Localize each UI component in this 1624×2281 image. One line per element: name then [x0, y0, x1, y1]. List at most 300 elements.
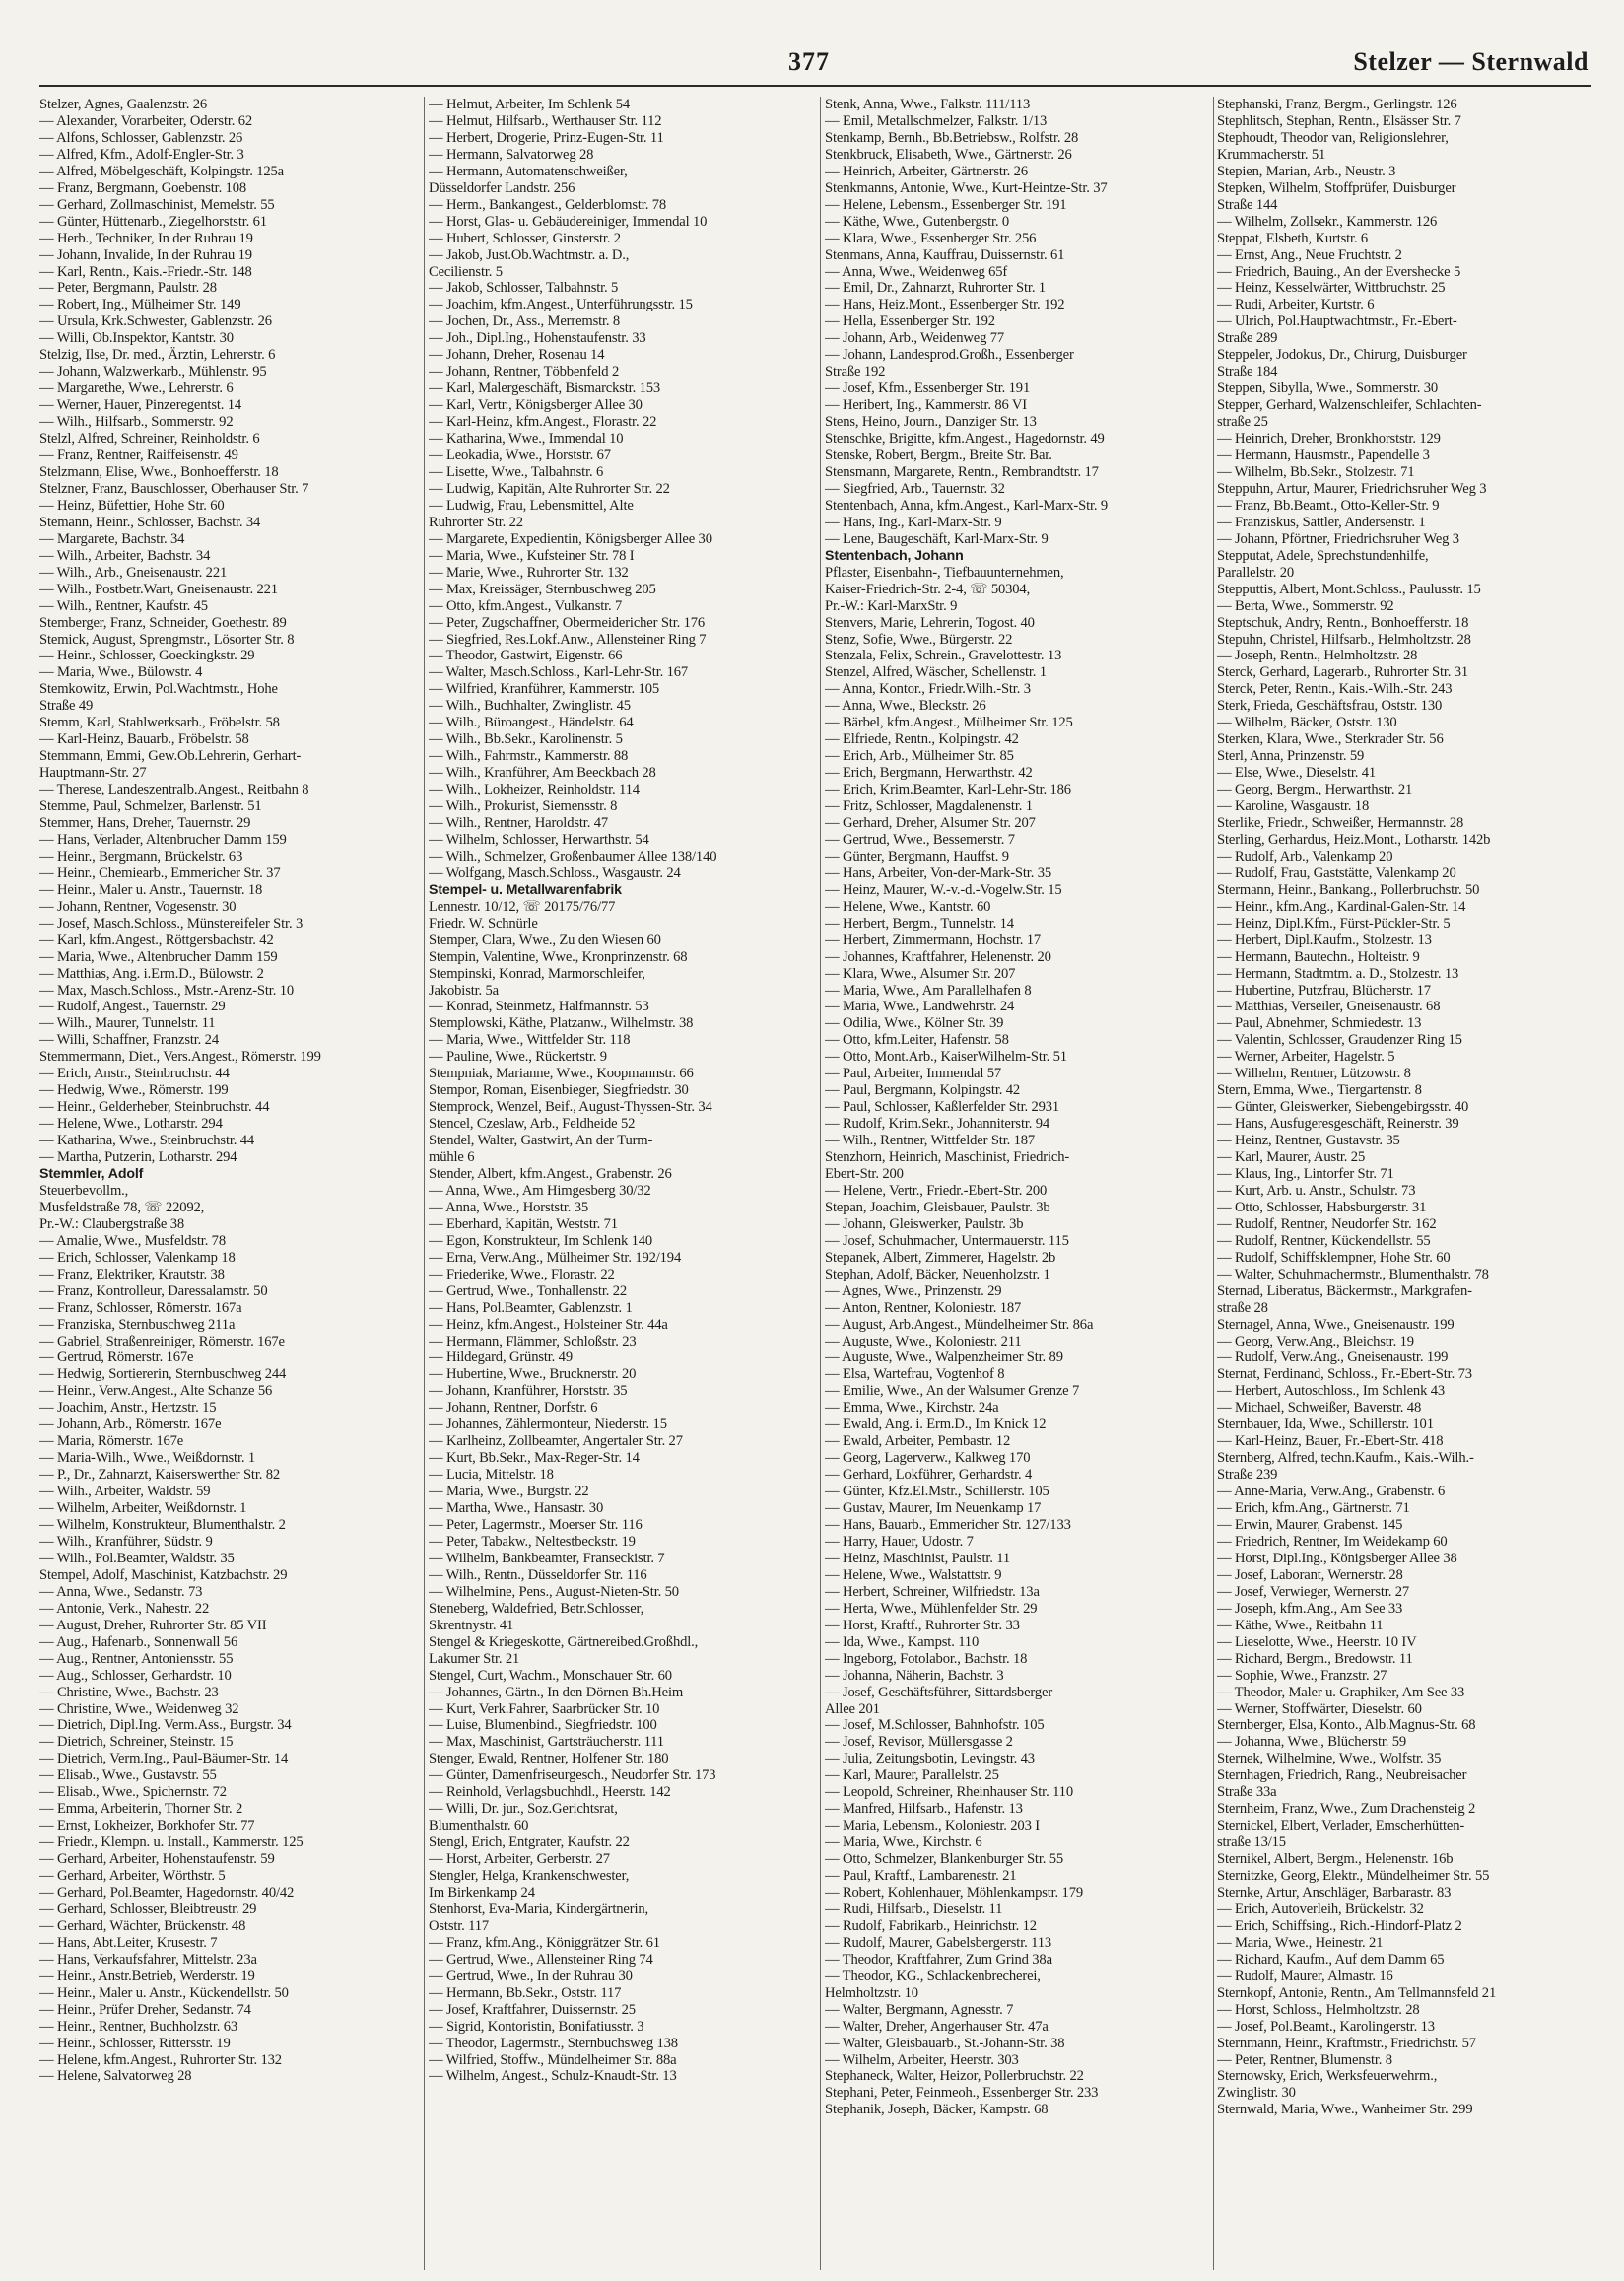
directory-entry: — Josef, Pol.Beamt., Karolingerstr. 13 [1217, 2018, 1435, 2035]
directory-entry: — Martha, Wwe., Hansastr. 30 [429, 1500, 604, 1517]
directory-entry: Stenkbruck, Elisabeth, Wwe., Gärtnerstr. 26 [825, 146, 1072, 163]
directory-entry: — Kurt, Verk.Fahrer, Saarbrücker Str. 10 [429, 1700, 660, 1717]
directory-entry: — Johann, Landesprod.Großh., Essenberger [825, 347, 1074, 364]
directory-entry: — Wilh., Rentn., Düsseldorfer Str. 116 [429, 1566, 647, 1583]
page-number: 377 [788, 47, 830, 76]
directory-entry: — Erich, Schiffsing., Rich.-Hindorf-Platz 2 [1217, 1917, 1462, 1934]
directory-entry: — Ewald, Arbeiter, Pembastr. 12 [825, 1433, 1011, 1450]
directory-entry: Stenvers, Marie, Lehrerin, Togost. 40 [825, 614, 1035, 631]
running-head: Stelzer — Sternwald [1353, 47, 1589, 76]
directory-entry: Steppen, Sibylla, Wwe., Sommerstr. 30 [1217, 380, 1439, 397]
directory-entry: Stelzig, Ilse, Dr. med., Ärztin, Lehrerstr. 6 [39, 347, 276, 364]
directory-entry: — Ulrich, Pol.Hauptwachtmstr., Fr.-Ebert- [1217, 313, 1457, 330]
directory-column-3 [825, 97, 1199, 2265]
directory-column-1 [39, 97, 414, 2265]
directory-entry: — Hermann, Flämmer, Schloßstr. 23 [429, 1333, 637, 1349]
directory-entry: Im Birkenkamp 24 [429, 1884, 535, 1901]
directory-entry: — Joh., Dipl.Ing., Hohenstaufenstr. 33 [429, 330, 646, 347]
directory-entry: — Franz, Rentner, Raiffeisenstr. 49 [39, 448, 238, 464]
directory-entry: — Gerhard, Pol.Beamter, Hagedornstr. 40/42 [39, 1884, 295, 1901]
directory-entry: — Paul, Schlosser, Kaßlerfelder Str. 2931 [825, 1099, 1060, 1116]
directory-entry: Sterck, Gerhard, Lagerarb., Ruhrorter Str. 31 [1217, 664, 1469, 681]
directory-entry: — Rudolf, Maurer, Almastr. 16 [1217, 1968, 1393, 1984]
directory-entry: — Walter, Dreher, Angerhauser Str. 47a [825, 2018, 1049, 2035]
directory-entry: Sternitzke, Georg, Elektr., Mündelheimer Str. 55 [1217, 1868, 1490, 1885]
directory-entry: — Aug., Rentner, Antoniensstr. 55 [39, 1650, 234, 1667]
directory-entry: — Helene, Salvatorweg 28 [39, 2068, 192, 2085]
directory-entry: — Eberhard, Kapitän, Weststr. 71 [429, 1215, 618, 1232]
directory-entry: — Hermann, Automatenschweißer, [429, 163, 628, 179]
directory-entry: Sternowsky, Erich, Werksfeuerwehrm., [1217, 2068, 1438, 2085]
directory-entry: Jakobistr. 5a [429, 982, 500, 999]
directory-entry: — Helmut, Hilfsarb., Werthauser Str. 112 [429, 112, 662, 129]
directory-entry: — Friedrich, Bauing., An der Evershecke 5 [1217, 263, 1461, 280]
directory-entry: — Rudolf, Rentner, Neudorfer Str. 162 [1217, 1215, 1437, 1232]
directory-entry: — Otto, kfm.Leiter, Hafenstr. 58 [825, 1032, 1009, 1049]
directory-entry: — Gertrud, Römerstr. 167e [39, 1349, 194, 1366]
directory-entry: Sternberg, Alfred, techn.Kaufm., Kais.-Wilh.- [1217, 1450, 1474, 1467]
directory-entry: Stempniak, Marianne, Wwe., Koopmannstr. 66 [429, 1066, 694, 1082]
directory-entry: — Maria, Wwe., Kirchstr. 6 [825, 1834, 982, 1851]
directory-entry: — Helene, Vertr., Friedr.-Ebert-Str. 200 [825, 1182, 1048, 1199]
directory-entry: — Rudolf, Angest., Tauernstr. 29 [39, 999, 226, 1015]
directory-entry: — Franz, Schlosser, Römerstr. 167a [39, 1299, 242, 1316]
directory-entry: — Hans, Ausfugeresgeschäft, Reinerstr. 39 [1217, 1116, 1459, 1133]
directory-entry: — Paul, Abnehmer, Schmiedestr. 13 [1217, 1015, 1422, 1032]
directory-entry: — Ursula, Krk.Schwester, Gablenzstr. 26 [39, 313, 272, 330]
directory-entry: — August, Arb.Angest., Mündelheimer Str. 86a [825, 1316, 1094, 1333]
directory-entry: — Heinz, Kesselwärter, Wittbruchstr. 25 [1217, 280, 1446, 297]
directory-entry: — Käthe, Wwe., Gutenbergstr. 0 [825, 213, 1010, 230]
directory-entry: — Erich, Arb., Mülheimer Str. 85 [825, 748, 1014, 765]
directory-entry: — Anna, Kontor., Friedr.Wilh.-Str. 3 [825, 681, 1031, 698]
directory-entry: — Berta, Wwe., Sommerstr. 92 [1217, 597, 1394, 614]
directory-entry: — Karl, Rentn., Kais.-Friedr.-Str. 148 [39, 263, 252, 280]
directory-entry: Sternkopf, Antonie, Rentn., Am Tellmannsfeld 21 [1217, 1984, 1497, 2001]
directory-entry: — Wilhelm, Bankbeamter, Franseckistr. 7 [429, 1550, 665, 1566]
directory-entry: Stenhorst, Eva-Maria, Kindergärtnerin, [429, 1901, 649, 1917]
directory-entry: — Hildegard, Grünstr. 49 [429, 1349, 573, 1366]
directory-entry: Stemick, August, Sprengmstr., Lösorter Str. 8 [39, 631, 295, 648]
directory-entry: — Paul, Arbeiter, Immendal 57 [825, 1066, 1002, 1082]
directory-entry: — Hans, Ing., Karl-Marx-Str. 9 [825, 514, 1002, 530]
directory-entry: Allee 201 [825, 1700, 880, 1717]
directory-entry: — Josef, Kfm., Essenberger Str. 191 [825, 380, 1031, 397]
directory-entry: — Maria, Wwe., Wittfelder Str. 118 [429, 1032, 631, 1049]
directory-entry: Hauptmann-Str. 27 [39, 765, 147, 782]
directory-entry: Sterl, Anna, Prinzenstr. 59 [1217, 748, 1365, 765]
directory-entry: Skrentnystr. 41 [429, 1617, 514, 1633]
directory-entry: Ruhrorter Str. 22 [429, 514, 523, 530]
directory-entry: — Konrad, Steinmetz, Halfmannstr. 53 [429, 999, 649, 1015]
directory-entry: — Joachim, Anstr., Hertzstr. 15 [39, 1400, 217, 1417]
directory-entry: — Christine, Wwe., Bachstr. 23 [39, 1684, 219, 1700]
directory-entry: — Werner, Arbeiter, Hagelstr. 5 [1217, 1049, 1395, 1066]
directory-entry: — Jochen, Dr., Ass., Merremstr. 8 [429, 313, 621, 330]
directory-entry: — Sophie, Wwe., Franzstr. 27 [1217, 1667, 1387, 1684]
directory-column-4 [1217, 97, 1591, 2265]
directory-entry: Stemberger, Franz, Schneider, Goethestr. 89 [39, 614, 287, 631]
directory-entry: — Erwin, Maurer, Grabenst. 145 [1217, 1517, 1403, 1534]
directory-entry: — Rudolf, Rentner, Kückendellstr. 55 [1217, 1232, 1431, 1249]
directory-entry: — Gustav, Maurer, Im Neuenkamp 17 [825, 1500, 1042, 1517]
directory-entry: Lennestr. 10/12, ☏ 20175/76/77 [429, 898, 616, 915]
directory-entry: Stempel, Adolf, Maschinist, Katzbachstr. 29 [39, 1566, 288, 1583]
directory-entry: Cecilienstr. 5 [429, 263, 503, 280]
directory-entry: — Anne-Maria, Verw.Ang., Grabenstr. 6 [1217, 1484, 1446, 1500]
directory-entry: — Sigrid, Kontoristin, Bonifatiusstr. 3 [429, 2018, 644, 2035]
directory-entry: Zwinglistr. 30 [1217, 2085, 1296, 2102]
directory-entry: — Horst, Glas- u. Gebäudereiniger, Immendal 10 [429, 213, 708, 230]
directory-entry: — Walter, Masch.Schloss., Karl-Lehr-Str. 167 [429, 664, 689, 681]
directory-entry: Stempel- u. Metallwarenfabrik [429, 881, 622, 898]
directory-entry: — Georg, Lagerverw., Kalkweg 170 [825, 1450, 1031, 1467]
directory-entry: Oststr. 117 [429, 1917, 490, 1934]
directory-entry: Stendel, Walter, Gastwirt, An der Turm- [429, 1133, 653, 1149]
directory-entry: Stepper, Gerhard, Walzenschleifer, Schlachten- [1217, 397, 1482, 414]
directory-entry: — Johann, Arb., Weidenweg 77 [825, 330, 1005, 347]
directory-entry: Stens, Heino, Journ., Danziger Str. 13 [825, 414, 1037, 431]
directory-entry: — Karl-Heinz, kfm.Angest., Florastr. 22 [429, 414, 657, 431]
directory-entry: — Franz, Bb.Beamt., Otto-Keller-Str. 9 [1217, 497, 1440, 514]
directory-entry: — Antonie, Verk., Nahestr. 22 [39, 1600, 210, 1617]
directory-entry: — Joachim, kfm.Angest., Unterführungsstr. 15 [429, 297, 693, 313]
directory-entry: — Herm., Bankangest., Gelderblomstr. 78 [429, 196, 666, 213]
directory-entry: — Emil, Metallschmelzer, Falkstr. 1/13 [825, 112, 1048, 129]
directory-entry: Sterk, Frieda, Geschäftsfrau, Oststr. 130 [1217, 698, 1443, 715]
directory-entry: — Johann, Rentner, Többenfeld 2 [429, 364, 620, 380]
directory-entry: — Franz, Kontrolleur, Daressalamstr. 50 [39, 1282, 268, 1299]
directory-entry: — Lisette, Wwe., Talbahnstr. 6 [429, 463, 604, 480]
directory-entry: — Emil, Dr., Zahnarzt, Ruhrorter Str. 1 [825, 280, 1046, 297]
directory-entry: — Anna, Wwe., Weidenweg 65f [825, 263, 1008, 280]
directory-entry: — Agnes, Wwe., Prinzenstr. 29 [825, 1282, 1002, 1299]
directory-entry: — Wilh., Prokurist, Siemensstr. 8 [429, 798, 618, 815]
directory-entry: — Maria, Wwe., Heinestr. 21 [1217, 1934, 1384, 1951]
directory-entry: — Wilh., Rentner, Kaufstr. 45 [39, 597, 208, 614]
directory-entry: — Hans, Pol.Beamter, Gablenzstr. 1 [429, 1299, 633, 1316]
directory-entry: Stencel, Czeslaw, Arb., Feldheide 52 [429, 1116, 636, 1133]
directory-entry: — Heinr., Prüfer Dreher, Sedanstr. 74 [39, 2001, 251, 2018]
directory-entry: — Herbert, Zimmermann, Hochstr. 17 [825, 932, 1042, 948]
directory-entry: Stephani, Peter, Feinmeoh., Essenberger Str. 233 [825, 2085, 1099, 2102]
directory-entry: — Franziska, Sternbuschweg 211a [39, 1316, 236, 1333]
directory-entry: Blumenthalstr. 60 [429, 1818, 529, 1834]
directory-entry: — Gerhard, Arbeiter, Wörthstr. 5 [39, 1868, 226, 1885]
directory-entry: — Gertrud, Wwe., Bessemerstr. 7 [825, 831, 1015, 848]
directory-entry: — Rudi, Arbeiter, Kurtstr. 6 [1217, 297, 1375, 313]
directory-entry: — Rudi, Hilfsarb., Dieselstr. 11 [825, 1901, 1003, 1917]
directory-entry: — Theodor, Kraftfahrer, Zum Grind 38a [825, 1951, 1052, 1968]
directory-entry: — Erich, Krim.Beamter, Karl-Lehr-Str. 186 [825, 782, 1071, 798]
directory-entry: Straße 33a [1217, 1784, 1277, 1801]
directory-entry: — Elsa, Wartefrau, Vogtenhof 8 [825, 1366, 1005, 1383]
directory-entry: — Gabriel, Straßenreiniger, Römerstr. 167e [39, 1333, 285, 1349]
directory-entry: — Ludwig, Frau, Lebensmittel, Alte [429, 497, 634, 514]
directory-entry: — Johanna, Wwe., Blücherstr. 59 [1217, 1734, 1407, 1751]
directory-entry: Sternad, Liberatus, Bäckermstr., Markgrafen- [1217, 1282, 1472, 1299]
directory-entry: — Wilhelm, Arbeiter, Weißdornstr. 1 [39, 1500, 247, 1517]
directory-entry: — Wilhelm, Konstrukteur, Blumenthalstr. 2 [39, 1517, 286, 1534]
directory-entry: — Wilfried, Kranführer, Kammerstr. 105 [429, 681, 659, 698]
directory-entry: — Erich, Autoverleih, Brückelstr. 32 [1217, 1901, 1424, 1917]
directory-entry: Sternheim, Franz, Wwe., Zum Drachensteig 2 [1217, 1801, 1476, 1818]
directory-entry: — Wilhelm, Rentner, Lützowstr. 8 [1217, 1066, 1411, 1082]
directory-entry: Stephanski, Franz, Bergm., Gerlingstr. 126 [1217, 97, 1457, 112]
directory-entry: — Josef, Geschäftsführer, Sittardsberger [825, 1684, 1053, 1700]
directory-entry: Krummacherstr. 51 [1217, 146, 1326, 163]
directory-entry: — Otto, Schlosser, Habsburgerstr. 31 [1217, 1199, 1427, 1215]
directory-entry: — Heinr., Schlosser, Rittersstr. 19 [39, 2035, 231, 2051]
directory-entry: — Heinz, Büfettier, Hohe Str. 60 [39, 497, 225, 514]
directory-entry: — Karl-Heinz, Bauarb., Fröbelstr. 58 [39, 731, 249, 748]
directory-entry: — Paul, Kraftf., Lambarenestr. 21 [825, 1868, 1017, 1885]
directory-entry: Stemmermann, Diet., Vers.Angest., Römerstr. 199 [39, 1049, 321, 1066]
directory-entry: Straße 289 [1217, 330, 1278, 347]
directory-entry: — Horst, Arbeiter, Gerberstr. 27 [429, 1851, 610, 1868]
directory-entry: — Manfred, Hilfsarb., Hafenstr. 13 [825, 1801, 1023, 1818]
directory-entry: — Katharina, Wwe., Immendal 10 [429, 431, 624, 448]
directory-entry: — Hermann, Hausmstr., Papendelle 3 [1217, 448, 1430, 464]
directory-entry: Stepuhn, Christel, Hilfsarb., Helmholtzstr. 28 [1217, 631, 1471, 648]
directory-entry: — Hans, Heiz.Mont., Essenberger Str. 192 [825, 297, 1065, 313]
directory-entry: — Dietrich, Verm.Ing., Paul-Bäumer-Str. 14 [39, 1751, 289, 1767]
directory-entry: — Gerhard, Arbeiter, Hohenstaufenstr. 59 [39, 1851, 275, 1868]
directory-entry: — Franz, Elektriker, Krautstr. 38 [39, 1266, 225, 1282]
directory-entry: — Julia, Zeitungsbotin, Levingstr. 43 [825, 1751, 1035, 1767]
directory-entry: — Herbert, Bergm., Tunnelstr. 14 [825, 915, 1014, 932]
directory-entry: Stentenbach, Johann [825, 547, 964, 564]
directory-entry: — Otto, Schmelzer, Blankenburger Str. 55 [825, 1851, 1064, 1868]
directory-entry: — Elisab., Wwe., Gustavstr. 55 [39, 1767, 217, 1784]
directory-entry: — Maria, Wwe., Am Parallelhafen 8 [825, 982, 1032, 999]
directory-entry: — Friederike, Wwe., Florastr. 22 [429, 1266, 615, 1282]
directory-entry: — Harry, Hauer, Udostr. 7 [825, 1533, 974, 1550]
directory-entry: — Kurt, Bb.Sekr., Max-Reger-Str. 14 [429, 1450, 640, 1467]
directory-entry: Stephaneck, Walter, Heizor, Pollerbruchstr. 22 [825, 2068, 1084, 2085]
directory-entry: — Bärbel, kfm.Angest., Mülheimer Str. 125 [825, 715, 1073, 731]
directory-entry: — Richard, Kaufm., Auf dem Damm 65 [1217, 1951, 1445, 1968]
directory-entry: — Maria, Wwe., Landwehrstr. 24 [825, 999, 1015, 1015]
directory-entry: — Karlheinz, Zollbeamter, Angertaler Str. 27 [429, 1433, 683, 1450]
directory-entry: — Helene, kfm.Angest., Ruhrorter Str. 132 [39, 2051, 282, 2068]
directory-entry: — Rudolf, Frau, Gaststätte, Valenkamp 20 [1217, 864, 1456, 881]
directory-entry: — Günter, Gleiswerker, Siebengebirgsstr. 40 [1217, 1099, 1469, 1116]
directory-column-2 [429, 97, 803, 2265]
page-header [0, 0, 1624, 89]
directory-entry: — Hermann, Bb.Sekr., Oststr. 117 [429, 1984, 622, 2001]
directory-entry: — Lieselotte, Wwe., Heerstr. 10 IV [1217, 1633, 1417, 1650]
directory-entry: — Aug., Hafenarb., Sonnenwall 56 [39, 1633, 238, 1650]
directory-entry: — Heinr., Anstr.Betrieb, Werderstr. 19 [39, 1968, 255, 1984]
directory-entry: — Wilh., Postbetr.Wart, Gneisenaustr. 221 [39, 581, 278, 597]
directory-entry: — Walter, Schuhmachermstr., Blumenthalstr. 78 [1217, 1266, 1489, 1282]
directory-entry: — Friedr., Klempn. u. Install., Kammerstr. 125 [39, 1834, 304, 1851]
directory-entry: — Peter, Rentner, Blumenstr. 8 [1217, 2051, 1392, 2068]
directory-entry: — Wilhelm, Zollsekr., Kammerstr. 126 [1217, 213, 1438, 230]
directory-entry: Stepan, Joachim, Gleisbauer, Paulstr. 3b [825, 1199, 1050, 1215]
directory-entry: — Margarete, Bachstr. 34 [39, 530, 185, 547]
directory-entry: — Johann, Invalide, In der Ruhrau 19 [39, 246, 252, 263]
directory-entry: — Richard, Bergm., Bredowstr. 11 [1217, 1650, 1413, 1667]
directory-entry: Stelzl, Alfred, Schreiner, Reinholdstr. 6 [39, 431, 260, 448]
directory-entry: — Hella, Essenberger Str. 192 [825, 313, 995, 330]
directory-entry: — Günter, Bergmann, Hauffst. 9 [825, 848, 1009, 864]
directory-entry: Stermann, Heinr., Bankang., Pollerbruchstr. 50 [1217, 881, 1480, 898]
directory-entry: — Alfred, Kfm., Adolf-Engler-Str. 3 [39, 146, 244, 163]
directory-entry: — Ewald, Ang. i. Erm.D., Im Knick 12 [825, 1417, 1047, 1433]
directory-entry: — Georg, Verw.Ang., Bleichstr. 19 [1217, 1333, 1414, 1349]
directory-entry: — Robert, Kohlenhauer, Möhlenkampstr. 179 [825, 1884, 1083, 1901]
directory-entry: — Max, Masch.Schloss., Mstr.-Arenz-Str. 10 [39, 982, 294, 999]
directory-entry: Stenmans, Anna, Kauffrau, Duissernstr. 61 [825, 246, 1065, 263]
directory-entry: — Hedwig, Sortiererin, Sternbuschweg 244 [39, 1366, 287, 1383]
directory-entry: — Heinz, Rentner, Gustavstr. 35 [1217, 1133, 1400, 1149]
directory-entry: — Dietrich, Dipl.Ing. Verm.Ass., Burgstr. 34 [39, 1717, 292, 1734]
directory-entry: — Willi, Schaffner, Franzstr. 24 [39, 1032, 219, 1049]
directory-entry: — Heinr., Gelderheber, Steinbruchstr. 44 [39, 1099, 270, 1116]
directory-entry: straße 25 [1217, 414, 1268, 431]
directory-entry: — Helene, Wwe., Lotharstr. 294 [39, 1116, 223, 1133]
directory-entry: Pr.-W.: Claubergstraße 38 [39, 1215, 185, 1232]
directory-entry: Musfeldstraße 78, ☏ 22092, [39, 1199, 205, 1215]
directory-entry: — Siegfried, Arb., Tauernstr. 32 [825, 480, 1005, 497]
directory-entry: — Heinz, Maschinist, Paulstr. 11 [825, 1550, 1011, 1566]
directory-entry: Straße 239 [1217, 1467, 1278, 1484]
directory-entry: Stenger, Ewald, Rentner, Holfener Str. 180 [429, 1751, 669, 1767]
directory-entry: — Hans, Verlader, Altenbrucher Damm 159 [39, 831, 287, 848]
directory-entry: — Helene, Wwe., Walstattstr. 9 [825, 1566, 1002, 1583]
directory-entry: — Johann, Pförtner, Friedrichsruher Weg 3 [1217, 530, 1459, 547]
directory-entry: — P., Dr., Zahnarzt, Kaiserswerther Str. 82 [39, 1467, 281, 1484]
directory-entry: Stenzala, Felix, Schrein., Gravelottestr. 13 [825, 648, 1062, 664]
directory-entry: — Ernst, Lokheizer, Borkhofer Str. 77 [39, 1818, 255, 1834]
directory-entry: Sternagel, Anna, Wwe., Gneisenaustr. 199 [1217, 1316, 1455, 1333]
directory-entry: — Heinr., Maler u. Anstr., Kückendellstr. 50 [39, 1984, 289, 2001]
directory-entry: — Auguste, Wwe., Koloniestr. 211 [825, 1333, 1022, 1349]
directory-entry: Steppuhn, Artur, Maurer, Friedrichsruher Weg 3 [1217, 480, 1487, 497]
directory-entry: — Max, Maschinist, Gartsträucherstr. 111 [429, 1734, 664, 1751]
directory-entry: — Christine, Wwe., Weidenweg 32 [39, 1700, 239, 1717]
directory-entry: — Johannes, Kraftfahrer, Helenenstr. 20 [825, 948, 1051, 965]
directory-entry: Stemm, Karl, Stahlwerksarb., Fröbelstr. 58 [39, 715, 280, 731]
directory-entry: mühle 6 [429, 1149, 475, 1166]
directory-entry: Stender, Albert, kfm.Angest., Grabenstr. 26 [429, 1166, 672, 1182]
directory-entry: — Theodor, Gastwirt, Eigenstr. 66 [429, 648, 623, 664]
directory-entry: Stelzmann, Elise, Wwe., Bonhoefferstr. 18 [39, 463, 279, 480]
directory-entry: Sterck, Peter, Rentn., Kais.-Wilh.-Str. 243 [1217, 681, 1453, 698]
directory-entry: — Horst, Dipl.Ing., Königsberger Allee 38 [1217, 1550, 1457, 1566]
directory-entry: — Elfriede, Rentn., Kolpingstr. 42 [825, 731, 1019, 748]
directory-entry: — Josef, Laborant, Wernerstr. 28 [1217, 1566, 1403, 1583]
directory-entry: — Maria, Römerstr. 167e [39, 1433, 184, 1450]
directory-entry: — Klaus, Ing., Lintorfer Str. 71 [1217, 1166, 1394, 1182]
directory-entry: — Willi, Ob.Inspektor, Kantstr. 30 [39, 330, 234, 347]
directory-entry: — Emilie, Wwe., An der Walsumer Grenze 7 [825, 1383, 1080, 1400]
directory-entry: — Walter, Bergmann, Agnesstr. 7 [825, 2001, 1014, 2018]
directory-entry: — Gerhard, Schlosser, Bleibtreustr. 29 [39, 1901, 257, 1917]
directory-entry: — Johanna, Näherin, Bachstr. 3 [825, 1667, 1004, 1684]
directory-entry: — Karl, kfm.Angest., Röttgersbachstr. 42 [39, 932, 274, 948]
directory-entry: Stephoudt, Theodor van, Religionslehrer, [1217, 129, 1449, 146]
directory-entry: Stemmann, Emmi, Gew.Ob.Lehrerin, Gerhart- [39, 748, 302, 765]
directory-entry: Helmholtzstr. 10 [825, 1984, 918, 2001]
directory-entry: Stenzhorn, Heinrich, Maschinist, Friedrich- [825, 1149, 1070, 1166]
directory-entry: — Wilh., Rentner, Wittfelder Str. 187 [825, 1133, 1036, 1149]
directory-entry: — Heinr., Chemiearb., Emmericher Str. 37 [39, 864, 281, 881]
directory-entry: — Hans, Verkaufsfahrer, Mittelstr. 23a [39, 1951, 257, 1968]
directory-entry: Stemme, Paul, Schmelzer, Barlenstr. 51 [39, 798, 262, 815]
directory-entry: — Rudolf, Maurer, Gabelsbergerstr. 113 [825, 1934, 1052, 1951]
directory-entry: — Herbert, Schreiner, Wilfriedstr. 13a [825, 1583, 1040, 1600]
directory-entry: Straße 49 [39, 698, 94, 715]
directory-entry: — Joseph, kfm.Ang., Am See 33 [1217, 1600, 1403, 1617]
directory-entry: Sternmann, Heinr., Kraftmstr., Friedrichstr. 57 [1217, 2035, 1476, 2051]
directory-entry: — Wilhelm, Angest., Schulz-Knaudt-Str. 13 [429, 2068, 677, 2085]
directory-entry: Pr.-W.: Karl-MarxStr. 9 [825, 597, 958, 614]
directory-entry: — Horst, Schloss., Helmholtzstr. 28 [1217, 2001, 1420, 2018]
directory-entry: — Elisab., Wwe., Spichernstr. 72 [39, 1784, 227, 1801]
directory-entry: — Theodor, Maler u. Graphiker, Am See 33 [1217, 1684, 1465, 1700]
directory-entry: — Anna, Wwe., Am Himgesberg 30/32 [429, 1182, 651, 1199]
directory-entry: — Ludwig, Kapitän, Alte Ruhrorter Str. 22 [429, 480, 670, 497]
directory-entry: — Lucia, Mittelstr. 18 [429, 1467, 554, 1484]
directory-entry: — Heinrich, Dreher, Bronkhorststr. 129 [1217, 431, 1441, 448]
directory-entry: — Josef, Masch.Schloss., Münstereifeler Str. 3 [39, 915, 304, 932]
directory-entry: — Wilh., Rentner, Haroldstr. 47 [429, 814, 608, 831]
directory-entry: — Ida, Wwe., Kampst. 110 [825, 1633, 980, 1650]
directory-entry: — Rudolf, Krim.Sekr., Johanniterstr. 94 [825, 1116, 1050, 1133]
directory-entry: — Jakob, Just.Ob.Wachtmstr. a. D., [429, 246, 630, 263]
directory-entry: — Herbert, Autoschloss., Im Schlenk 43 [1217, 1383, 1446, 1400]
directory-entry: — Peter, Tabakw., Neltestbeckstr. 19 [429, 1533, 636, 1550]
directory-entry: — Hubertine, Putzfrau, Blücherstr. 17 [1217, 982, 1431, 999]
directory-entry: Stephanik, Joseph, Bäcker, Kampstr. 68 [825, 2102, 1049, 2118]
directory-entry: — Günter, Damenfriseurgesch., Neudorfer Str. 173 [429, 1767, 716, 1784]
directory-entry: Sternhagen, Friedrich, Rang., Neubreisacher [1217, 1767, 1467, 1784]
directory-entry: — Robert, Ing., Mülheimer Str. 149 [39, 297, 241, 313]
directory-entry: — Franz, kfm.Ang., Königgrätzer Str. 61 [429, 1934, 660, 1951]
directory-entry: — Gertrud, Wwe., Allensteiner Ring 74 [429, 1951, 653, 1968]
directory-entry: — Wilh., Schmelzer, Großenbaumer Allee 138/140 [429, 848, 717, 864]
directory-entry: — Erich, kfm.Ang., Gärtnerstr. 71 [1217, 1500, 1410, 1517]
directory-entry: Stentenbach, Anna, kfm.Angest., Karl-Marx-Str. 9 [825, 497, 1109, 514]
directory-entry: — Anna, Wwe., Sedanstr. 73 [39, 1583, 203, 1600]
directory-entry: — Wilhelm, Schlosser, Herwarthstr. 54 [429, 831, 649, 848]
directory-entry: Stepien, Marian, Arb., Neustr. 3 [1217, 163, 1396, 179]
directory-entry: — Wilh., Kranführer, Am Beeckbach 28 [429, 765, 656, 782]
directory-entry: — Emma, Arbeiterin, Thorner Str. 2 [39, 1801, 243, 1818]
directory-entry: — Rudolf, Schiffsklempner, Hohe Str. 60 [1217, 1249, 1451, 1266]
directory-entry: — August, Dreher, Ruhrorter Str. 85 VII [39, 1617, 267, 1633]
directory-entry: — Franziskus, Sattler, Andersenstr. 1 [1217, 514, 1426, 530]
directory-entry: — Leokadia, Wwe., Horststr. 67 [429, 448, 611, 464]
directory-entry: Sternek, Wilhelmine, Wwe., Wolfstr. 35 [1217, 1751, 1442, 1767]
directory-entry: — Karl, Malergeschäft, Bismarckstr. 153 [429, 380, 661, 397]
directory-entry: Sternat, Ferdinand, Schloss., Fr.-Ebert-Str. 73 [1217, 1366, 1472, 1383]
directory-entry: Sternickel, Elbert, Verlader, Emscherhütten- [1217, 1818, 1465, 1834]
directory-entry: — Heinr., Schlosser, Goeckingkstr. 29 [39, 648, 255, 664]
directory-entry: Stemkowitz, Erwin, Pol.Wachtmstr., Hohe [39, 681, 278, 698]
directory-entry: — Marie, Wwe., Ruhrorter Str. 132 [429, 564, 629, 581]
directory-entry: — Maria, Wwe., Kufsteiner Str. 78 I [429, 547, 635, 564]
directory-entry: Steppat, Elsbeth, Kurtstr. 6 [1217, 230, 1369, 246]
directory-entry: — Hubertine, Wwe., Brucknerstr. 20 [429, 1366, 637, 1383]
directory-entry: — Lene, Baugeschäft, Karl-Marx-Str. 9 [825, 530, 1049, 547]
directory-entry: — Wilh., Buchhalter, Zwinglistr. 45 [429, 698, 631, 715]
directory-entry: — Georg, Bergm., Herwarthstr. 21 [1217, 782, 1413, 798]
directory-entry: — Maria, Wwe., Bülowstr. 4 [39, 664, 203, 681]
